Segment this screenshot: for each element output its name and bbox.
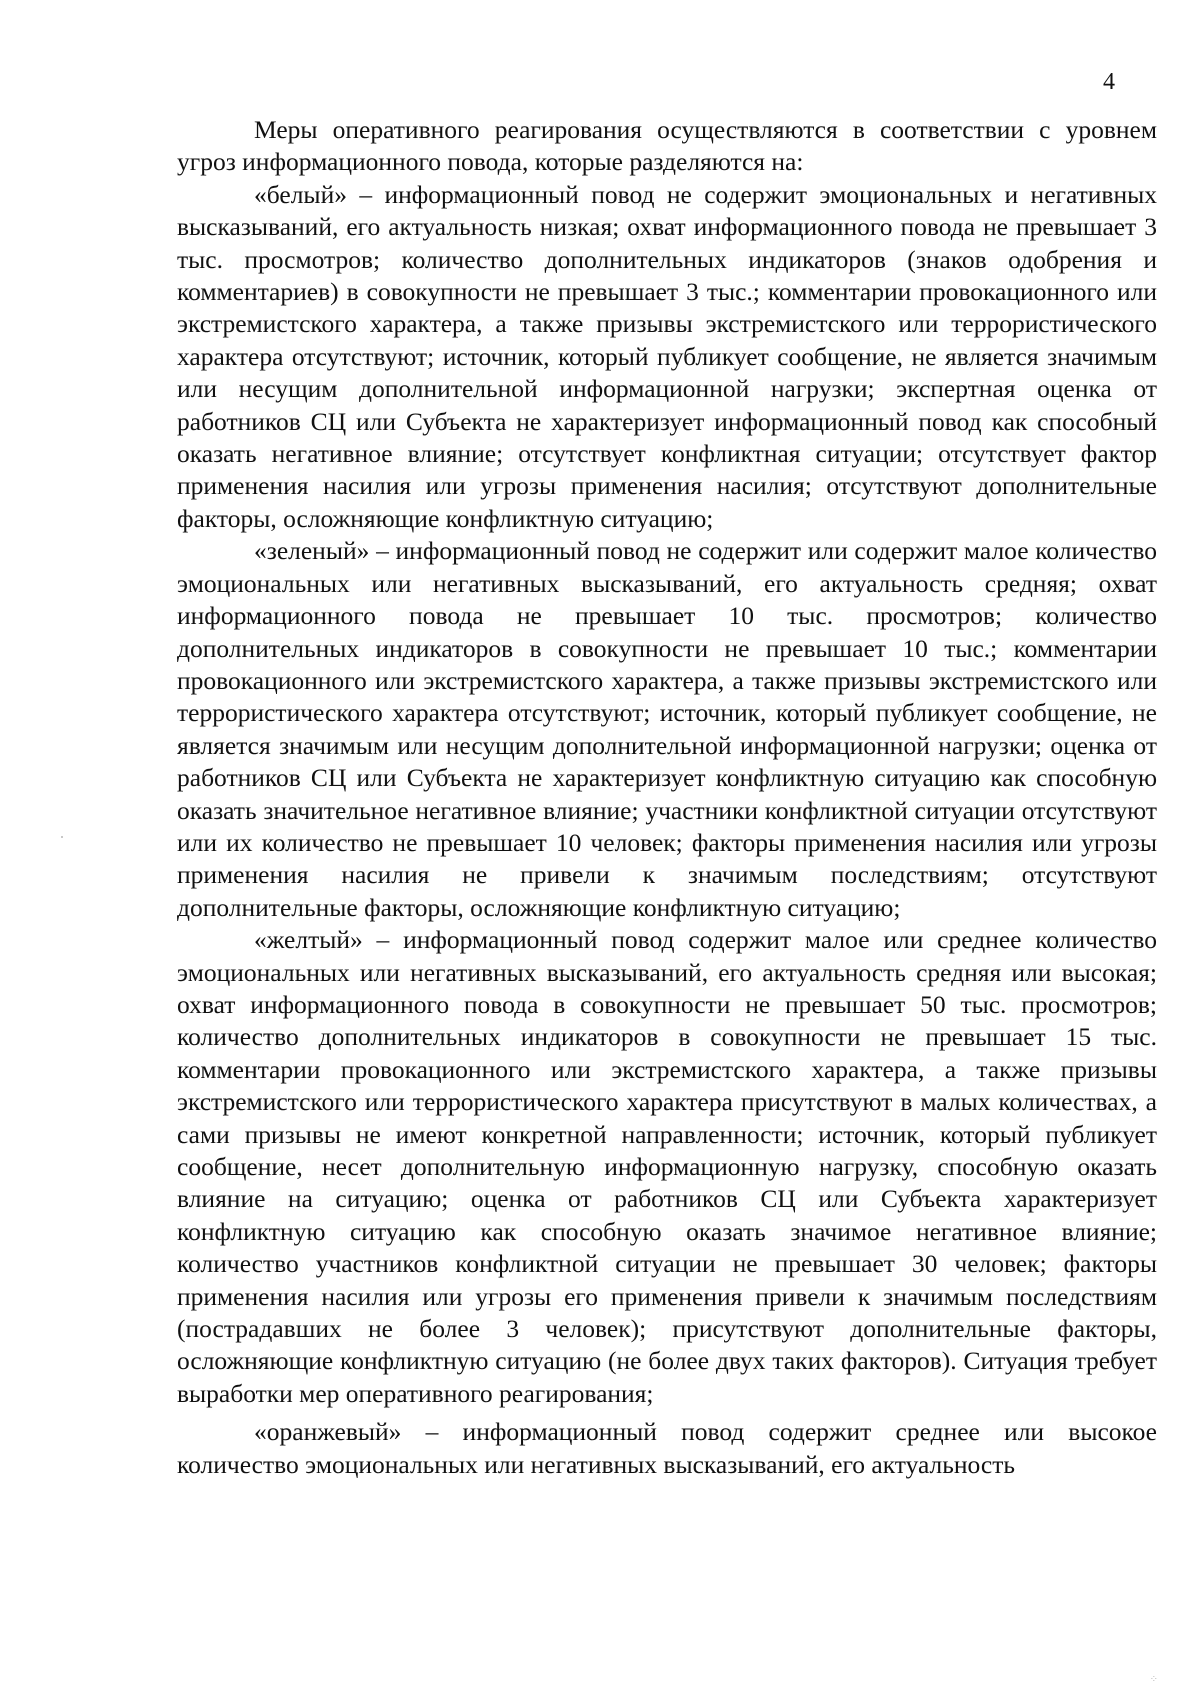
paragraph-intro: Меры оперативного реагирования осуществляются в соответствии с уровнем угроз информационного повода, которые разделяются на: (177, 115, 1157, 177)
scan-speck (61, 836, 63, 838)
paragraph-green-level: «зеленый» – информационный повод не содержит или содержит малое количество эмоциональных или негативных высказываний, его актуальность средняя; охват информационного повода не превышает 10 тыс. просмотров; количество дополнительных индикаторов в совокупности не превышает 10 тыс.; комментарии провокационного или экстремистского характера, а также призывы экстремистского или террористического характера отсутствуют; источник, который публикует сообщение, не является значимым или несущим дополнительной информационной нагрузки; оценка от работников СЦ или Субъекта не характеризует конфликтную ситуацию как способную оказать значительное негативное влияние; участники конфликтной ситуации отсутствуют или их количество не превышает 10 человек; факторы применения насилия или угрозы применения насилия не привели к значимым последствиям; отсутствуют дополнительные факторы, осложняющие конфликтную ситуацию; (177, 536, 1157, 922)
scan-corner-speck: ⁘ (1149, 1674, 1158, 1685)
document-body (177, 114, 1157, 1481)
page-number: 4 (1103, 69, 1115, 95)
paragraph-orange-level: «оранжевый» – информационный повод содержит среднее или высокое количество эмоциональных или негативных высказываний, его актуальность (177, 1417, 1157, 1479)
paragraph-white-level: «белый» – информационный повод не содержит эмоциональных и негативных высказываний, его актуальность низкая; охват информационного повода не превышает 3 тыс. просмотров; количество дополнительных индикаторов (знаков одобрения и комментариев) в совокупности не превышает 3 тыс.; комментарии провокационного или экстремистского характера, а также призывы экстремистского или террористического характера отсутствуют; источник, который публикует сообщение, не является значимым или несущим дополнительной информационной нагрузки; экспертная оценка от работников СЦ или Субъекта не характеризует информационный повод как способный оказать негативное влияние; отсутствует конфликтная ситуации; отсутствует фактор применения насилия или угрозы применения насилия; отсутствуют дополнительные факторы, осложняющие конфликтную ситуацию; (177, 179, 1157, 533)
paragraph-yellow-level: «желтый» – информационный повод содержит малое или среднее количество эмоциональных или негативных высказываний, его актуальность средняя или высокая; охват информационного повода в совокупности не превышает 50 тыс. просмотров; количество дополнительных индикаторов в совокупности не превышает 15 тыс. комментарии провокационного или экстремистского характера, а также призывы экстремистского или террористического характера присутствуют в малых количествах, а сами призывы не имеют конкретной направленности; источник, который публикует сообщение, несет дополнительную информационную нагрузку, способную оказать влияние на ситуацию; оценка от работников СЦ или Субъекта характеризует конфликтную ситуацию как способную оказать значимое негативное влияние; количество участников конфликтной ситуации не превышает 30 человек; факторы применения насилия или угрозы его применения привели к значимым последствиям (пострадавших не более 3 человек); присутствуют дополнительные факторы, осложняющие конфликтную ситуацию (не более двух таких факторов). Ситуация требует выработки мер оперативного реагирования; (177, 925, 1157, 1408)
